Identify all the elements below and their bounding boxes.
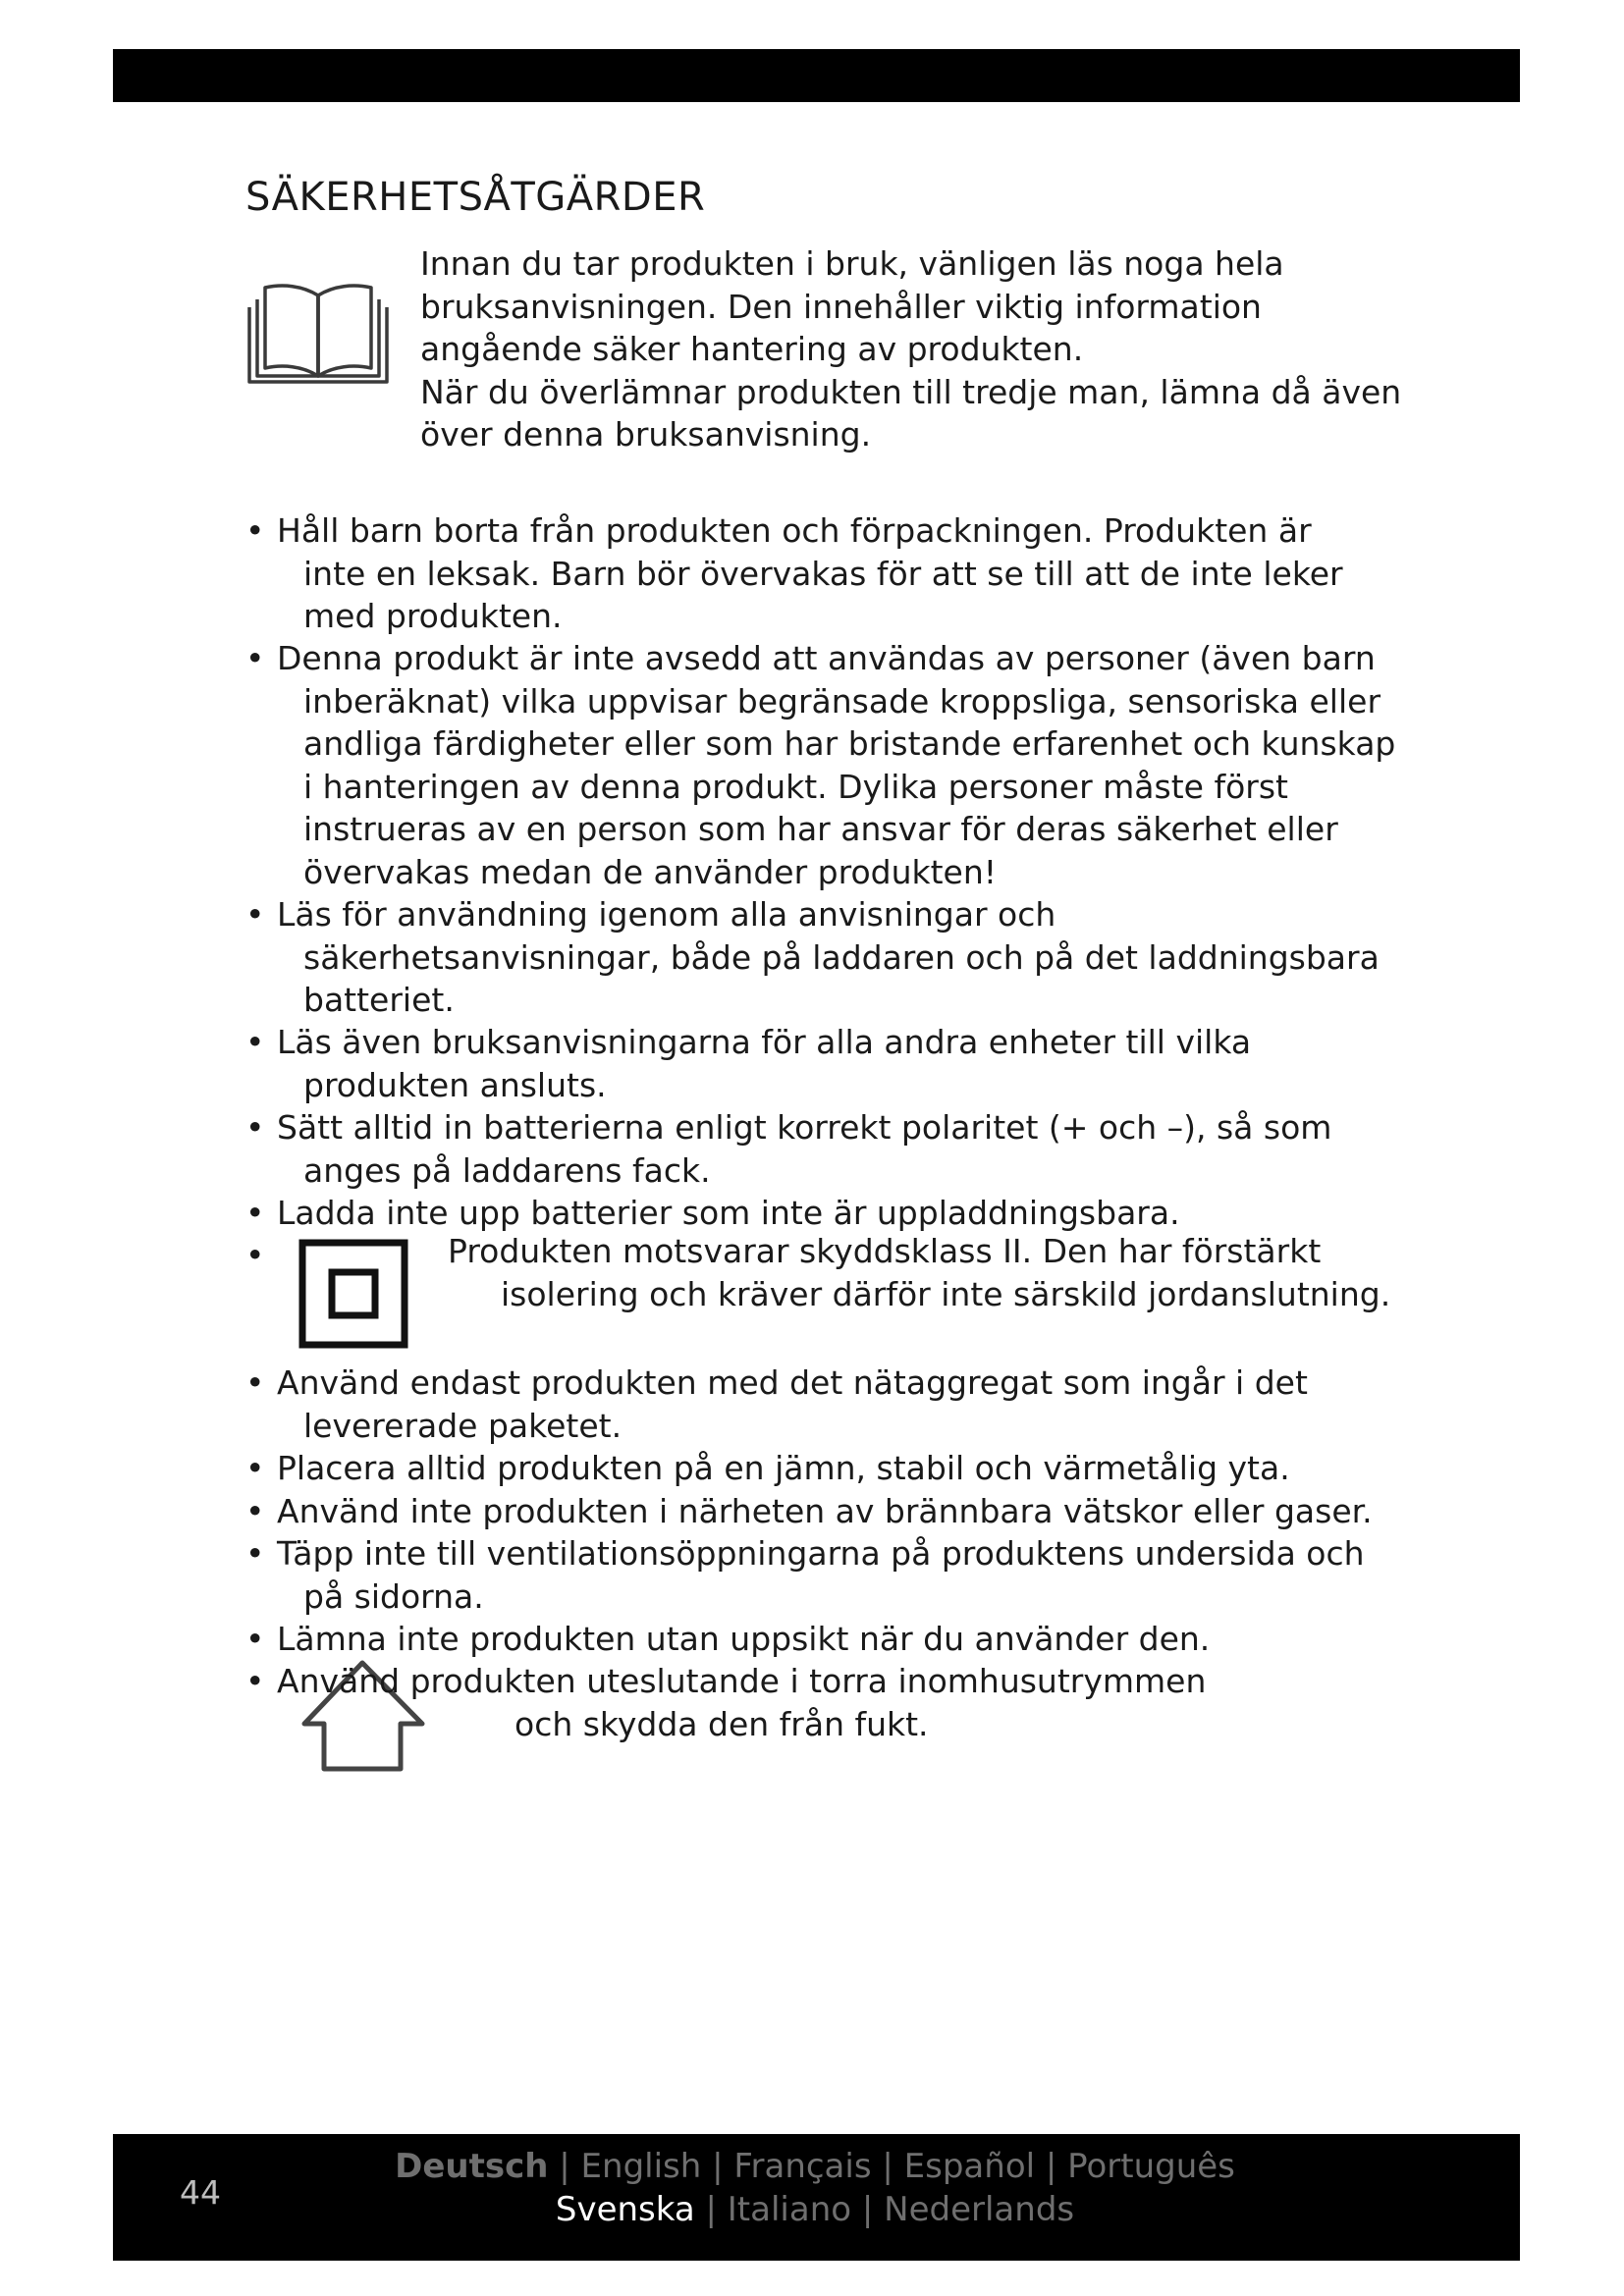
bullet: •	[245, 895, 265, 934]
language-link-portugues[interactable]: Português	[1067, 2147, 1235, 2186]
intro-line: När du överlämnar produkten till tredje man, lämna då även	[420, 372, 1402, 411]
item-line: Täpp inte till ventilationsöppningarna på produktens undersida och	[277, 1534, 1365, 1573]
item-line: med produkten.	[303, 597, 563, 635]
item-line: levererade paketet.	[303, 1406, 623, 1445]
item-line: produkten ansluts.	[303, 1065, 607, 1104]
intro-line: angående säker hantering av produkten.	[420, 330, 1084, 368]
intro-line: över denna bruksanvisning.	[420, 415, 872, 454]
protection-class-ii-icon	[298, 1239, 408, 1349]
item-line: Denna produkt är inte avsedd att användas av personer (även barn	[277, 639, 1376, 677]
item-line: Lämna inte produkten utan uppsikt när du använder den.	[277, 1620, 1211, 1658]
item-line: Sätt alltid in batterierna enligt korrekt polaritet (+ och –), så som	[277, 1108, 1332, 1147]
open-book-icon	[245, 278, 391, 384]
item-line: säkerhetsanvisningar, både på laddaren och på det laddningsbara	[303, 937, 1380, 977]
separator: |	[559, 2147, 570, 2186]
item-line: på sidorna.	[303, 1576, 484, 1616]
item-line: Läs även bruksanvisningarna för alla andra enheter till vilka	[277, 1023, 1252, 1061]
item-line: och skydda den från fukt.	[514, 1705, 929, 1743]
item-line: inberäknat) vilka uppvisar begränsade kroppsliga, sensoriska eller	[303, 681, 1381, 721]
separator: |	[712, 2147, 724, 2186]
separator: |	[1045, 2147, 1057, 2186]
item-line: Använd produkten uteslutande i torra inomhusutrymmen	[277, 1662, 1207, 1700]
separator: |	[861, 2190, 874, 2229]
bullet: •	[245, 1662, 265, 1700]
item-line: anges på laddarens fack.	[303, 1150, 711, 1190]
item-line: batteriet.	[303, 981, 455, 1019]
item-line: Läs för användning igenom alla anvisningar och	[277, 895, 1056, 934]
bullet: •	[245, 1363, 265, 1402]
item-line: Använd endast produkten med det nätaggregat som ingår i det	[277, 1363, 1308, 1402]
language-row-1	[393, 2147, 1237, 2186]
intro-text	[420, 242, 1422, 456]
class2-line: isolering och kräver därför inte särskild jordanslutning.	[501, 1275, 1391, 1313]
bullet: •	[245, 639, 265, 677]
bullet: •	[245, 1534, 265, 1573]
language-link-svenska[interactable]: Svenska	[555, 2190, 695, 2229]
item-line: Håll barn borta från produkten och förpackningen. Produkten är	[277, 511, 1312, 550]
separator: |	[882, 2147, 893, 2186]
language-link-italiano[interactable]: Italiano	[727, 2190, 852, 2229]
section-title: SÄKERHETSÅTGÄRDER	[245, 175, 706, 220]
item-line: andliga färdigheter eller som har bristande erfarenhet och kunskap	[303, 724, 1396, 763]
language-link-deutsch[interactable]: Deutsch	[395, 2147, 549, 2186]
item-line: Använd inte produkten i närheten av brännbara vätskor eller gaser.	[277, 1492, 1373, 1530]
item-line: inte en leksak. Barn bör övervakas för att se till att de inte leker	[303, 554, 1343, 593]
language-link-francais[interactable]: Français	[733, 2147, 872, 2186]
language-link-nederlands[interactable]: Nederlands	[884, 2190, 1075, 2229]
page-number: 44	[180, 2173, 221, 2212]
bullet: •	[245, 511, 265, 550]
bullet: •	[245, 1194, 265, 1232]
separator: |	[705, 2190, 717, 2229]
language-row-2	[393, 2190, 1237, 2229]
item-line: Ladda inte upp batterier som inte är uppladdningsbara.	[277, 1194, 1180, 1232]
item-line: i hanteringen av denna produkt. Dylika personer måste först	[303, 767, 1288, 806]
language-link-espanol[interactable]: Español	[903, 2147, 1036, 2186]
item-line: Placera alltid produkten på en jämn, stabil och värmetålig yta.	[277, 1449, 1290, 1487]
item-line: instrueras av en person som har ansvar för deras säkerhet eller	[303, 810, 1338, 848]
language-link-english[interactable]: English	[580, 2147, 702, 2186]
bullet: •	[245, 1492, 265, 1530]
item-line: övervakas medan de använder produkten!	[303, 852, 997, 891]
bullet: •	[245, 1108, 265, 1147]
bullet: •	[245, 1236, 265, 1274]
intro-line: bruksanvisningen. Den innehåller viktig information	[420, 287, 1262, 326]
bullet: •	[245, 1620, 265, 1658]
bullet: •	[245, 1449, 265, 1487]
class2-line: Produkten motsvarar skyddsklass II. Den har förstärkt	[448, 1232, 1322, 1270]
header-bar	[113, 49, 1520, 102]
intro-line: Innan du tar produkten i bruk, vänligen läs noga hela	[420, 244, 1284, 283]
bullet: •	[245, 1023, 265, 1061]
